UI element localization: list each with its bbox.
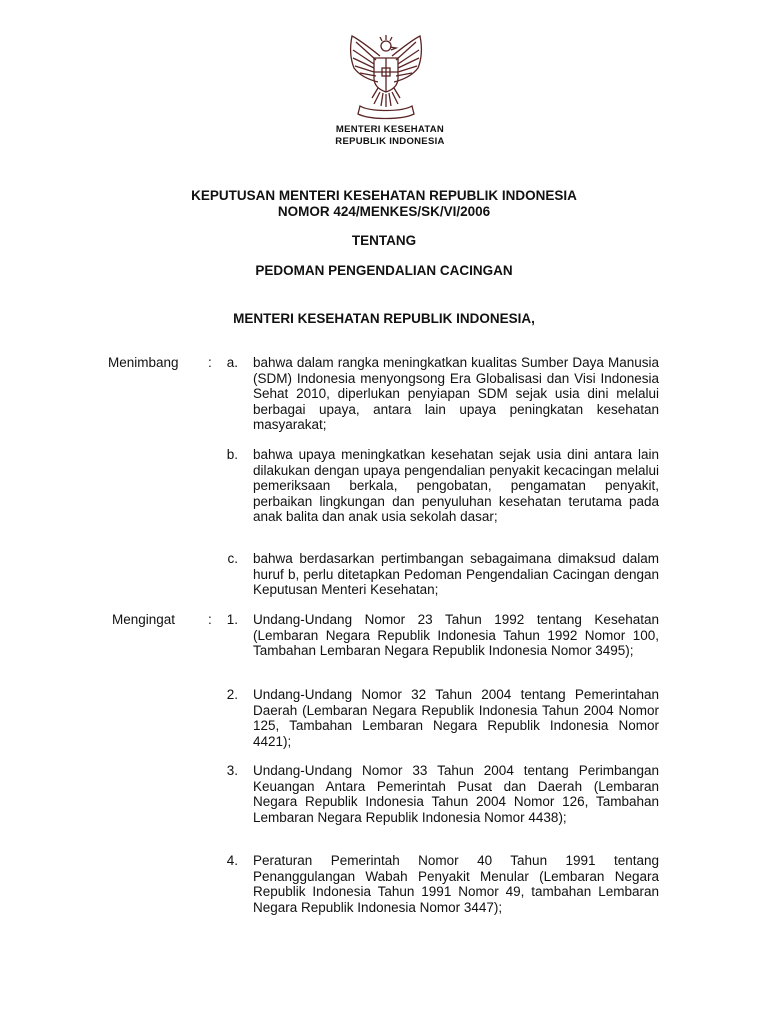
- menimbang-item-b: bahwa upaya meningkatkan kesehatan sejak usia dini antara lain dilakukan dengan upaya pengendalian penyakit kecacingan melalui pemeriksaan berkala, pengobatan, pengamatan penyakit, perbaikan lingkungan dan penyuluhan kesehatan terutama pada anak balita dan anak usia sekolah dasar;: [253, 447, 659, 524]
- mengingat-marker-4: 4.: [226, 853, 238, 868]
- mengingat-item-3: Undang-Undang Nomor 33 Tahun 2004 tentang Perimbangan Keuangan Antara Pemerintah Pusat dan Daerah (Lembaran Negara Republik Indonesia Tahun 2004 Nomor 126, Tambahan Lembaran Negara Republik Indonesia Nomor 4438);: [253, 763, 659, 825]
- mengingat-label: Mengingat: [112, 612, 176, 627]
- mengingat-marker-1: 1.: [226, 612, 238, 627]
- decree-number: NOMOR 424/MENKES/SK/VI/2006: [277, 204, 491, 219]
- ministry-line-2: REPUBLIK INDONESIA: [335, 136, 445, 147]
- mengingat-item-2: Undang-Undang Nomor 32 Tahun 2004 tentang Pemerintahan Daerah (Lembaran Negara Republik Indonesia Tahun 2004 Nomor 125, Tambahan Lembaran Negara Republik Indonesia Nomor 4421);: [253, 687, 659, 749]
- menimbang-marker-b: b.: [226, 447, 238, 462]
- menimbang-item-a: bahwa dalam rangka meningkatkan kualitas Sumber Daya Manusia (SDM) Indonesia menyongsong Era Globalisasi dan Visi Indonesia Sehat 2010, diperlukan penyiapan SDM sejak usia dini melalui berbagai upaya, antara lain upaya peningkatan kesehatan masyarakat;: [253, 355, 659, 432]
- mengingat-marker-2: 2.: [226, 687, 238, 702]
- menimbang-marker-a: a.: [226, 355, 238, 370]
- tentang-heading: TENTANG: [351, 233, 417, 248]
- garuda-emblem-icon: [336, 32, 436, 122]
- decree-title: KEPUTUSAN MENTERI KESEHATAN REPUBLIK INDONESIA: [191, 188, 577, 203]
- ministry-line-1: MENTERI KESEHATAN: [335, 124, 445, 135]
- menimbang-marker-c: c.: [227, 551, 238, 566]
- minister-heading: MENTERI KESEHATAN REPUBLIK INDONESIA,: [233, 311, 535, 326]
- mengingat-marker-3: 3.: [226, 763, 238, 778]
- menimbang-item-c: bahwa berdasarkan pertimbangan sebagaimana dimaksud dalam huruf b, perlu ditetapkan Pedoman Pengendalian Cacingan dengan Keputusan Menteri Kesehatan;: [253, 551, 659, 597]
- mengingat-item-1: Undang-Undang Nomor 23 Tahun 1992 tentang Kesehatan (Lembaran Negara Republik Indonesia Tahun 1992 Nomor 100, Tambahan Lembaran Negara Republik Indonesia Nomor 3495);: [253, 612, 659, 658]
- mengingat-item-4: Peraturan Pemerintah Nomor 40 Tahun 1991 tentang Penanggulangan Wabah Penyakit Menular (Lembaran Negara Republik Indonesia Tahun 1991 Nomor 49, tambahan Lembaran Negara Republik Indonesia Nomor 3447);: [253, 853, 659, 915]
- decree-subject: PEDOMAN PENGENDALIAN CACINGAN: [255, 263, 513, 278]
- menimbang-colon: :: [208, 355, 212, 370]
- menimbang-label: Menimbang: [108, 355, 179, 370]
- mengingat-colon: :: [208, 612, 212, 627]
- ministry-heading: [300, 124, 480, 148]
